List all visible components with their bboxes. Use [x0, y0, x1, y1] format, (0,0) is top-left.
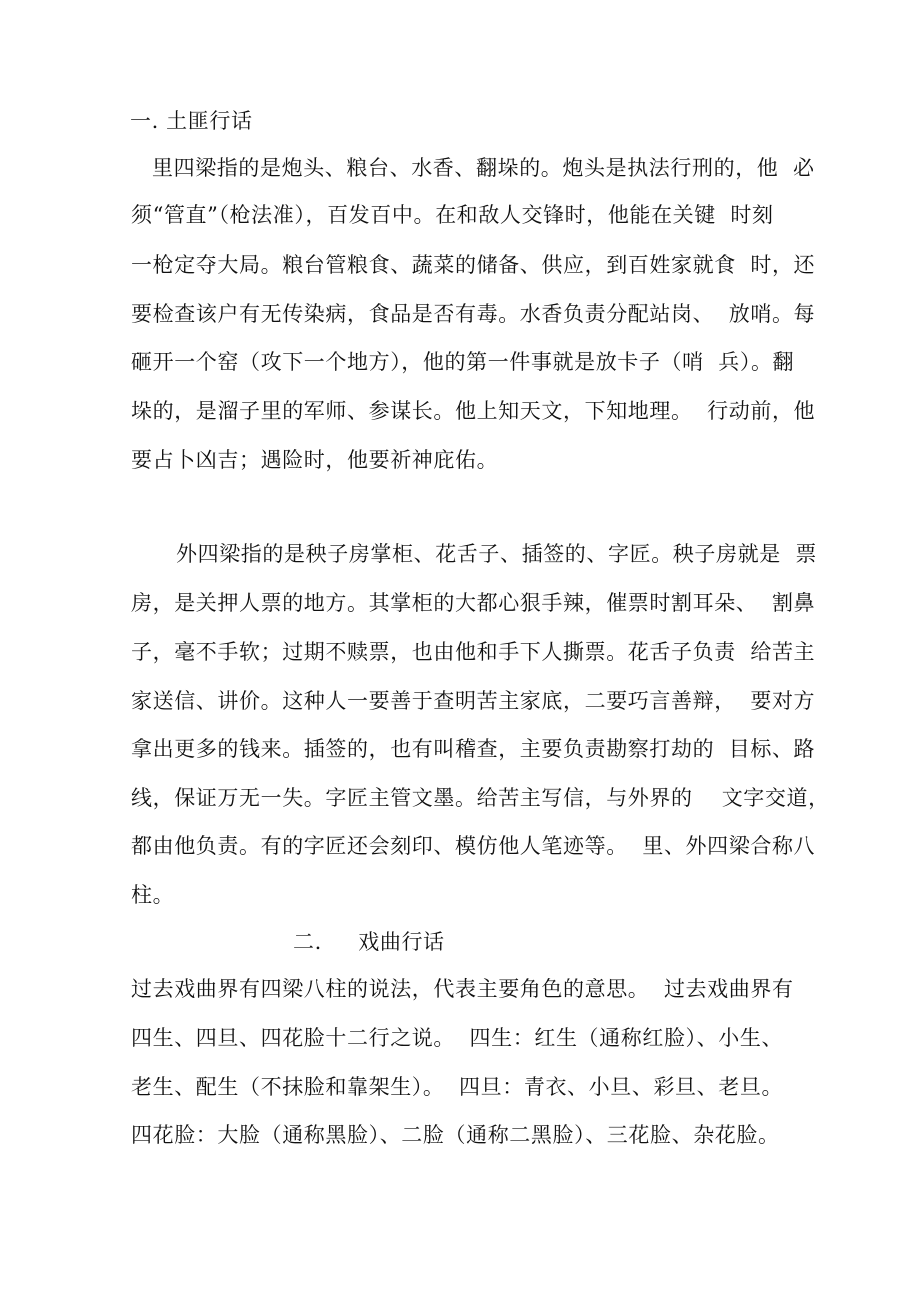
paragraph-line: 四生、四旦、四花脸十二行之说。 四生：红生（通称红脸）、小生、 [131, 1026, 784, 1050]
section-1-heading: 一. 土匪行话 [130, 109, 253, 133]
paragraph-line: 拿出更多的钱来。插签的，也有叫稽查，主要负责勘察打劫的 目标、路 [131, 737, 816, 761]
paragraph-line: 要占卜凶吉；遇险时，他要祈神庇佑。 [131, 448, 499, 472]
paragraph-line: 里四梁指的是炮头、粮台、水香、翻垛的。炮头是执法行刑的，他 必 [152, 156, 815, 180]
paragraph-line: 一枪定夺大局。粮台管粮食、蔬菜的储备、供应，到百姓家就食 时，还 [131, 253, 816, 277]
paragraph-line: 都由他负责。有的字匠还会刻印、模仿他人笔迹等。 里、外四梁合称八 [131, 834, 816, 858]
paragraph-line: 外四梁指的是秧子房掌柜、花舌子、插签的、字匠。秧子房就是 票 [176, 542, 817, 566]
paragraph-line: 家送信、讲价。这种人一要善于查明苦主家底，二要巧言善辩， 要对方 [131, 689, 816, 713]
paragraph-line: 要检查该户有无传染病，食品是否有毒。水香负责分配站岗、 放哨。每 [131, 302, 816, 326]
paragraph-line: 线，保证万无一失。字匠主管文墨。给苦主写信，与外界的 文字交道， [131, 786, 830, 810]
paragraph-line: 子，毫不手软；过期不赎票，也由他和手下人撕票。花舌子负责 给苦主 [131, 640, 816, 664]
paragraph-line: 四花脸：大脸（通称黑脸）、二脸（通称二黑脸）、三花脸、杂花脸。 [131, 1123, 780, 1147]
paragraph-line: 柱。 [131, 883, 175, 907]
section-2-heading: 二. 戏曲行话 [293, 930, 445, 954]
paragraph-line: 老生、配生（不抹脸和靠架生）。 四旦：青衣、小旦、彩旦、老旦。 [131, 1075, 784, 1099]
paragraph-line: 砸开一个窑（攻下一个地方），他的第一件事就是放卡子（哨 兵）。翻 [131, 350, 795, 374]
paragraph-line: 须“管直”（枪法准），百发百中。在和敌人交锋时，他能在关键 时刻 [131, 203, 774, 227]
paragraph-line: 房，是关押人票的地方。其掌柜的大都心狠手辣，催票时割耳朵、 割鼻 [131, 591, 816, 615]
paragraph-line: 过去戏曲界有四梁八柱的说法，代表主要角色的意思。 过去戏曲界有 [131, 977, 794, 1001]
paragraph-line: 垛的，是溜子里的军师、参谋长。他上知天文，下知地理。 行动前，他 [131, 399, 816, 423]
